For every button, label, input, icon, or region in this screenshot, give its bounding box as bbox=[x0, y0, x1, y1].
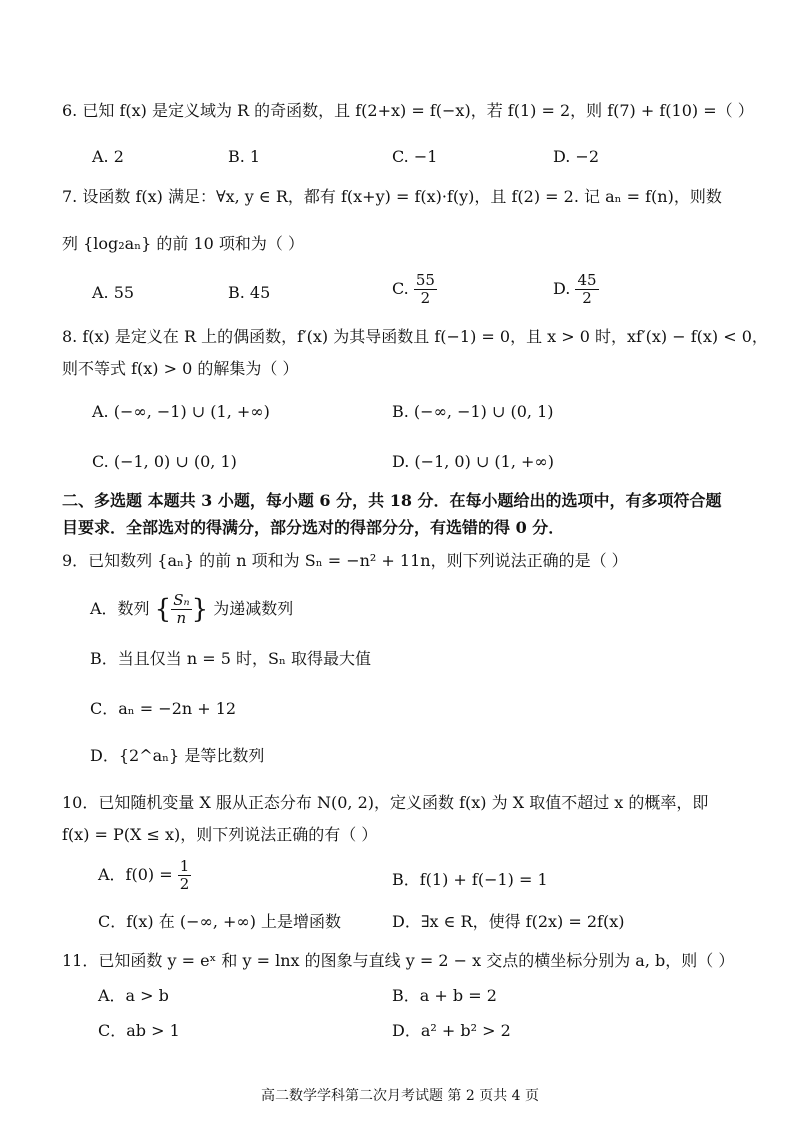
q7-option-d-denominator: 2 bbox=[582, 289, 592, 307]
q9-option-a-numerator: Sₙ bbox=[173, 591, 190, 609]
q6-option-a: A. 2 bbox=[92, 147, 124, 166]
q6-option-d: D. −2 bbox=[553, 147, 600, 166]
q7-option-c bbox=[392, 272, 437, 307]
q10-stem-line1: 10．已知随机变量 X 服从正态分布 N(0, 2)，定义函数 f(x) 为 X 取值不超过 x 的概率，即 bbox=[62, 793, 709, 812]
q10-option-a-numerator: 1 bbox=[179, 857, 190, 875]
q10-option-a bbox=[98, 858, 191, 893]
q10-option-a-prefix: A．f(0) = bbox=[98, 865, 173, 884]
q7-option-d bbox=[553, 272, 599, 307]
q10-option-d: D．∃x ∈ R，使得 f(2x) = 2f(x) bbox=[392, 912, 625, 931]
q11-option-c: C．ab > 1 bbox=[98, 1021, 180, 1040]
q10-stem-line2: f(x) = P(X ≤ x)，则下列说法正确的有（ ） bbox=[62, 825, 378, 844]
q11-option-d: D．a² + b² > 2 bbox=[392, 1021, 511, 1040]
q9-option-a-suffix: 为递减数列 bbox=[213, 599, 294, 618]
q9-option-a bbox=[90, 592, 293, 627]
q9-option-d: D．{2^aₙ} 是等比数列 bbox=[90, 746, 265, 765]
q7-option-d-fraction bbox=[575, 272, 598, 307]
q7-option-b: B. 45 bbox=[228, 283, 271, 302]
q7-stem-line1: 7. 设函数 f(x) 满足：∀x, y ∈ R，都有 f(x+y) = f(x)·f(y)，且 f(2) = 2. 记 aₙ = f(n)，则数 bbox=[62, 187, 722, 206]
section2-heading-line1: 二、多选题 本题共 3 小题，每小题 6 分，共 18 分．在每小题给出的选项中，有多项符合题 bbox=[62, 491, 722, 510]
q10-option-c: C．f(x) 在 (−∞, +∞) 上是增函数 bbox=[98, 912, 342, 931]
q7-option-d-label: D. bbox=[553, 279, 571, 298]
q9-option-a-fraction bbox=[171, 592, 191, 627]
q8-stem-line1: 8. f(x) 是定义在 R 上的偶函数，f′(x) 为其导函数且 f(−1) = 0，且 x > 0 时，xf′(x) − f(x) < 0， bbox=[62, 327, 768, 346]
q7-option-c-label: C. bbox=[392, 279, 409, 298]
q11-stem: 11．已知函数 y = eˣ 和 y = lnx 的图象与直线 y = 2 − x 交点的横坐标分别为 a, b，则（ ） bbox=[62, 951, 735, 970]
q11-option-a: A．a > b bbox=[98, 986, 169, 1005]
q9-stem: 9．已知数列 {aₙ} 的前 n 项和为 Sₙ = −n² + 11n，则下列说法正确的是（ ） bbox=[62, 551, 628, 570]
q7-option-c-fraction bbox=[414, 272, 437, 307]
page-footer: 高二数学学科第二次月考试题 第 2 页共 4 页 bbox=[260, 1088, 540, 1104]
q10-option-a-fraction bbox=[178, 858, 192, 893]
q9-option-a-brace-left: { bbox=[154, 594, 172, 625]
q7-option-d-numerator: 45 bbox=[577, 271, 597, 289]
q8-option-b: B. (−∞, −1) ∪ (0, 1) bbox=[392, 402, 554, 421]
q11-option-b: B．a + b = 2 bbox=[392, 986, 497, 1005]
q10-option-a-denominator: 2 bbox=[179, 875, 190, 893]
q6-option-b: B. 1 bbox=[228, 147, 261, 166]
q6-option-c: C. −1 bbox=[392, 147, 438, 166]
q6-stem: 6. 已知 f(x) 是定义域为 R 的奇函数，且 f(2+x) = f(−x)，若 f(1) = 2，则 f(7) + f(10) =（ ） bbox=[62, 101, 754, 120]
q10-option-b: B．f(1) + f(−1) = 1 bbox=[392, 870, 548, 889]
q9-option-a-denominator: n bbox=[176, 609, 187, 627]
q9-option-a-brace-right: } bbox=[191, 594, 209, 625]
q8-option-a: A. (−∞, −1) ∪ (1, +∞) bbox=[92, 402, 270, 421]
q8-option-c: C. (−1, 0) ∪ (0, 1) bbox=[92, 452, 237, 471]
section2-heading-line2: 目要求．全部选对的得满分，部分选对的得部分分，有选错的得 0 分． bbox=[62, 518, 565, 537]
q9-option-a-prefix: A．数列 bbox=[90, 599, 150, 618]
q7-option-c-denominator: 2 bbox=[420, 289, 431, 307]
q7-option-a: A. 55 bbox=[92, 283, 135, 302]
q8-stem-line2: 则不等式 f(x) > 0 的解集为（ ） bbox=[62, 359, 299, 378]
q7-stem-line2: 列 {log₂aₙ} 的前 10 项和为（ ） bbox=[62, 234, 305, 253]
q8-option-d: D. (−1, 0) ∪ (1, +∞) bbox=[392, 452, 554, 471]
q9-option-c: C．aₙ = −2n + 12 bbox=[90, 699, 237, 718]
q7-option-c-numerator: 55 bbox=[415, 271, 435, 289]
q9-option-b: B．当且仅当 n = 5 时，Sₙ 取得最大值 bbox=[90, 649, 371, 668]
